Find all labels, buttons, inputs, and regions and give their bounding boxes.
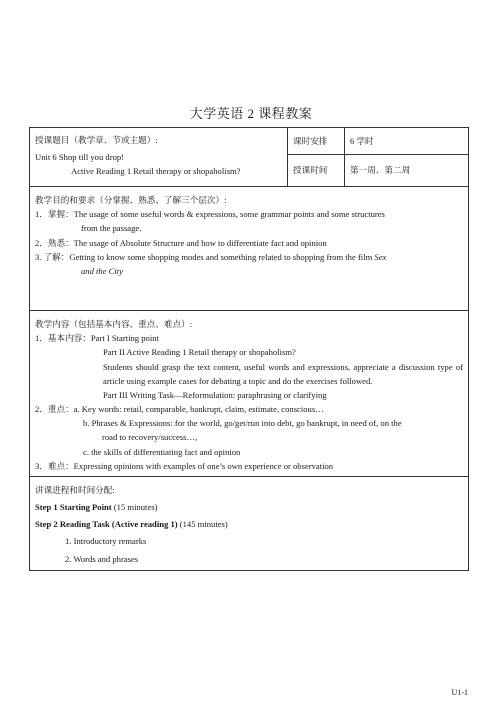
lesson-plan-table xyxy=(29,127,469,571)
topic-label: 授课题目（教学章、节或主题）: xyxy=(35,135,158,145)
key-points-label: 2．重点： xyxy=(35,404,74,415)
objective-master: 1．掌握：The usage of some useful words & expressions, some grammar points and some structures xyxy=(35,209,385,220)
basic-content-label: 1．基本内容： xyxy=(35,333,91,344)
part-one: Part I Starting point xyxy=(90,333,159,344)
objectives-heading: 教学目的和要求（分掌握、熟悉、了解三个层次）: xyxy=(35,195,227,205)
time-value: 第一周、第二周 xyxy=(345,155,469,187)
unit-title: Unit 6 Shop till you drop! xyxy=(35,152,125,163)
objective-understand-continued xyxy=(35,264,463,278)
reading-title: Active Reading 1 Retail therapy or shopaholism? xyxy=(71,166,241,177)
page-footer: U1-1 xyxy=(451,688,468,697)
step-one-title: Step 1 Starting Point xyxy=(35,502,112,513)
step-two xyxy=(35,517,463,531)
film-title-part1: Sex xyxy=(374,251,387,262)
part-two: Part II Active Reading 1 Retail therapy or shopaholism? xyxy=(103,347,296,358)
part-three: Part III Writing Task—Reformulation: paraphrasing or clarifying xyxy=(103,389,327,400)
content-cell xyxy=(30,311,469,477)
content-heading: 教学内容（包括基本内容、重点、难点）: xyxy=(35,319,193,329)
topic-cell xyxy=(30,128,288,187)
key-points-row xyxy=(35,402,463,416)
schedule-label: 课时安排 xyxy=(288,128,345,155)
process-cell xyxy=(30,476,469,570)
difficult-points: 3．难点：Expressing opinions with examples of one’s own experience or observation xyxy=(35,460,334,471)
process-item: 1. Introductory remarks xyxy=(65,536,147,547)
step-one xyxy=(35,500,463,514)
basic-content-row xyxy=(35,331,463,345)
process-item: 2. Words and phrases xyxy=(65,553,139,564)
key-skills: c. the skills of differentiating fact and opinion xyxy=(83,446,241,457)
objective-master-continued: from the passage. xyxy=(81,223,142,234)
step-two-title: Step 2 Reading Task (Active reading 1) xyxy=(35,519,178,530)
key-phrases-continued: road to recovery/success…, xyxy=(102,432,198,443)
objectives-cell xyxy=(30,187,469,311)
objective-understand-text: 3. 了解：Getting to know some shopping modes and something related to shopping from the film xyxy=(35,251,375,262)
key-words: a. Key words: retail, comparable, bankrupt, claim, estimate, conscious… xyxy=(73,404,324,415)
schedule-value: 6 学时 xyxy=(345,128,469,155)
step-one-time: (15 minutes) xyxy=(111,502,158,513)
document-title: 大学英语 2 课程教案 xyxy=(189,106,313,121)
step-two-time: (145 minutes) xyxy=(177,519,228,530)
time-label: 授课时间 xyxy=(288,155,345,187)
key-phrases: b. Phrases & Expressions: for the world, go/get/run into debt, go bankrupt, in need of, on the xyxy=(83,418,402,429)
film-title-part2: and the City xyxy=(81,265,124,276)
process-heading: 讲课进程和时间分配: xyxy=(35,484,115,495)
objective-familiar: 2．熟悉：The usage of Absolute Structure and how to differentiate fact and opinion xyxy=(35,237,327,248)
part-two-description: Students should grasp the text content, useful words and expressions, appreciate a discussion type of article using example cases for debating a topic and do the exercises followed. xyxy=(103,361,463,386)
objective-understand xyxy=(35,250,463,264)
